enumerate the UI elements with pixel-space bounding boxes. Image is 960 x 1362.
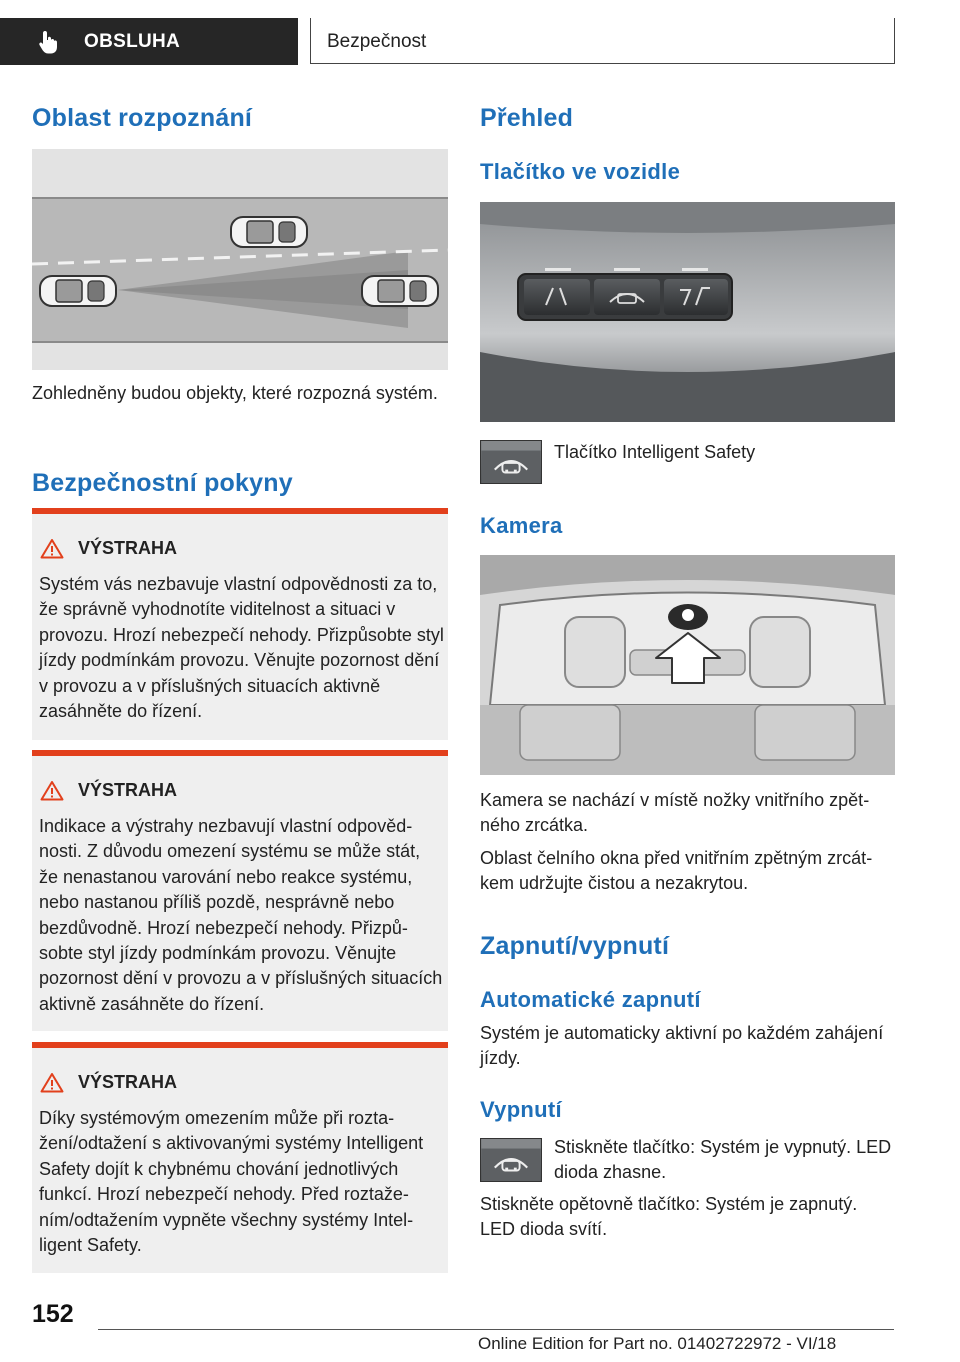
- warning-triangle-icon: [40, 538, 64, 559]
- detection-area-heading: Oblast rozpoznání: [32, 104, 253, 132]
- hand-pointer-icon: [36, 29, 62, 55]
- warning-text: Indikace a výstrahy nezbavují vlastní odpovědnosti. Z důvodu omezení systému se může stát, že nenastanou varování nebo reakce systému, nebo nastanou příliš pozdě, nesprávně nebo bezdůvodně. Hrozí nebezpečí nehody. Přizpůsobte styl jízdy podmínkám provozu. Věnujte pozornost dění v provozu a v příslušných situacích aktivně zasáhněte do řízení.: [39, 816, 443, 1014]
- section-tab: [310, 18, 895, 64]
- detection-area-illustration: [32, 149, 448, 370]
- warning-triangle-icon: [40, 1072, 64, 1093]
- warning-triangle-icon: [40, 780, 64, 801]
- button-caption: Tlačítko Intelligent Safety: [554, 442, 756, 462]
- page-number: 152: [32, 1300, 74, 1328]
- safety-notes-heading: Bezpečnostní pokyny: [32, 469, 293, 497]
- detection-area-caption: Zohledněny budou objekty, které rozpozná systém.: [32, 383, 438, 403]
- off-heading: Vypnutí: [480, 1097, 562, 1122]
- warning-text: Systém vás nezbavuje vlastní odpovědnosti za to, že správně vyhodnotíte viditelnost a situaci v provozu. Hrozí nebezpečí nehody. Přizpůsobte styl jízdy podmínkám provozu. Věnujte pozornost dění v provozu a v příslušných situacích aktivně zasáhněte do řízení.: [39, 574, 444, 722]
- warning-box-2: [32, 750, 448, 1031]
- on-again-text: Stiskněte opětovně tlačítko: Systém je zapnutý. LED dioda svítí.: [480, 1194, 858, 1239]
- auto-on-heading: Automatické zapnutí: [480, 987, 701, 1012]
- footer-divider: [98, 1329, 894, 1330]
- camera-location-illustration: [480, 555, 895, 775]
- warning-box-3: [32, 1042, 448, 1273]
- camera-heading: Kamera: [480, 513, 563, 538]
- chapter-label: OBSLUHA: [84, 30, 181, 52]
- vehicle-ahead-icon: [231, 217, 307, 247]
- roof-button-panel-photo: [480, 202, 895, 422]
- warning-title: VÝSTRAHA: [78, 1072, 178, 1092]
- vehicle-own-icon: [40, 276, 116, 306]
- warning-box-1: [32, 508, 448, 740]
- warning-title: VÝSTRAHA: [78, 780, 178, 800]
- camera-text-1: Kamera se nachází v místě nožky vnitřního zpětného zrcátka.: [480, 790, 870, 835]
- camera-text-2: Oblast čelního okna před vnitřním zpětným zrcátkem udržujte čistou a nezakrytou.: [480, 848, 873, 893]
- warning-title: VÝSTRAHA: [78, 538, 178, 558]
- intelligent-safety-button-icon: [480, 1138, 542, 1182]
- intelligent-safety-button-icon: [480, 440, 542, 484]
- edition-note: Online Edition for Part no. 01402722972 - VI/18: [478, 1334, 837, 1353]
- overview-heading: Přehled: [480, 104, 574, 132]
- on-off-heading: Zapnutí/vypnutí: [480, 932, 670, 960]
- chapter-tab: [0, 18, 298, 65]
- off-text: Stiskněte tlačítko: Systém je vypnutý. LED dioda zhasne.: [554, 1137, 892, 1182]
- vehicle-front-icon: [362, 276, 438, 306]
- auto-on-text: Systém je automaticky aktivní po každém zahájení jízdy.: [480, 1023, 884, 1068]
- warning-text: Díky systémovým omezením může při roztažení/odtažení s aktivovanými systémy Intelligent Safety dojít k chybnému chování jednotlivých funkcí. Hrozí nebezpečí nehody. Před roztažením/odtažením vypněte všechny systémy Intelligent Safety.: [39, 1108, 424, 1256]
- section-label: Bezpečnost: [327, 31, 427, 52]
- button-in-vehicle-heading: Tlačítko ve vozidle: [480, 159, 681, 184]
